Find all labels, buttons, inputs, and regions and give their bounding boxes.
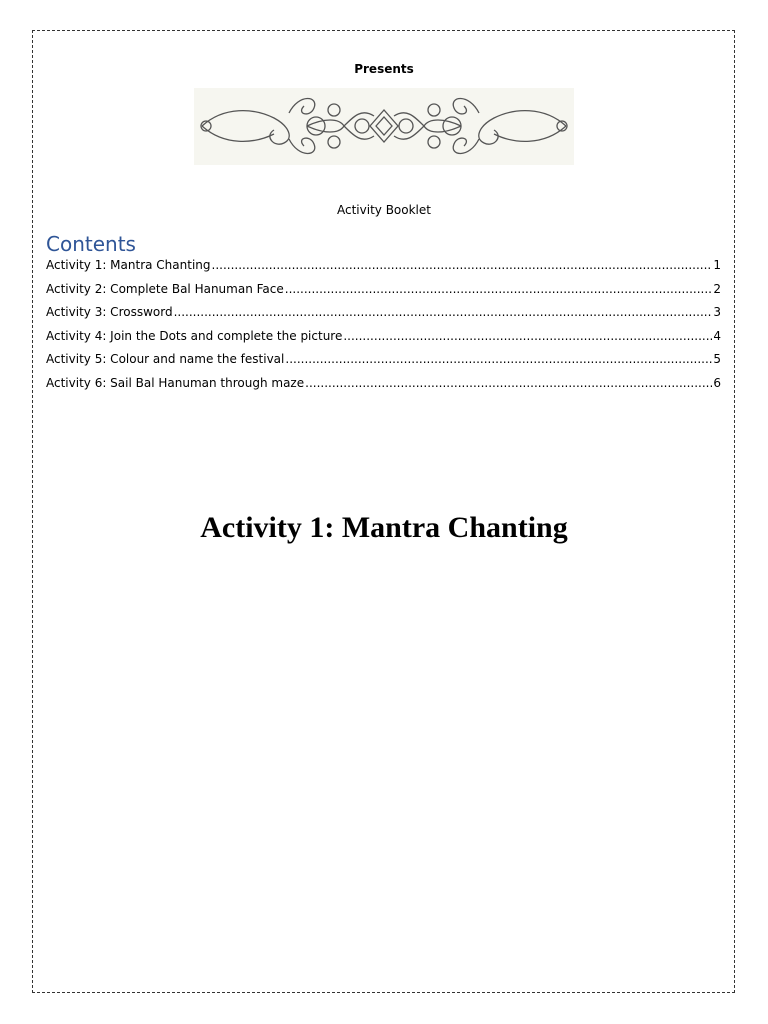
toc-entry-title: Activity 1: Mantra Chanting bbox=[46, 258, 211, 272]
toc-entry-page: 6 bbox=[713, 375, 721, 390]
toc-entry-title: Activity 6: Sail Bal Hanuman through maze bbox=[46, 375, 305, 390]
toc-dot-leader bbox=[285, 282, 713, 296]
toc-entry-title: Activity 2: Complete Bal Hanuman Face bbox=[46, 281, 284, 296]
toc-dot-leader bbox=[305, 376, 712, 390]
toc-entry-title: Activity 4: Join the Dots and complete the picture bbox=[46, 328, 343, 343]
toc-entry[interactable] bbox=[46, 329, 721, 353]
toc-entry-page: 3 bbox=[713, 305, 721, 320]
presents-label: Presents bbox=[354, 62, 414, 76]
flourish-ornament-icon bbox=[194, 88, 574, 165]
toc-dot-leader bbox=[343, 329, 712, 343]
toc-dot-leader bbox=[174, 305, 713, 319]
toc-heading: Contents bbox=[46, 232, 136, 256]
toc-entry-page: 2 bbox=[713, 281, 721, 296]
toc-entry[interactable] bbox=[46, 352, 721, 376]
toc-entry[interactable] bbox=[46, 258, 721, 282]
toc-dot-leader bbox=[285, 352, 712, 366]
toc-entry-title: Activity 5: Colour and name the festival bbox=[46, 352, 285, 367]
toc-entry-title: Activity 3: Crossword bbox=[46, 305, 173, 320]
toc-entry[interactable] bbox=[46, 305, 721, 329]
decorative-flourish-image bbox=[194, 88, 574, 165]
toc-entry[interactable] bbox=[46, 376, 721, 400]
table-of-contents bbox=[46, 258, 721, 400]
toc-entry-page: 4 bbox=[713, 328, 721, 343]
toc-entry-page: 1 bbox=[713, 258, 721, 272]
toc-entry-page: 5 bbox=[713, 352, 721, 367]
activity-title: Activity 1: Mantra Chanting bbox=[200, 511, 568, 544]
toc-entry[interactable] bbox=[46, 282, 721, 306]
toc-dot-leader bbox=[212, 258, 713, 272]
booklet-subtitle: Activity Booklet bbox=[337, 203, 431, 217]
